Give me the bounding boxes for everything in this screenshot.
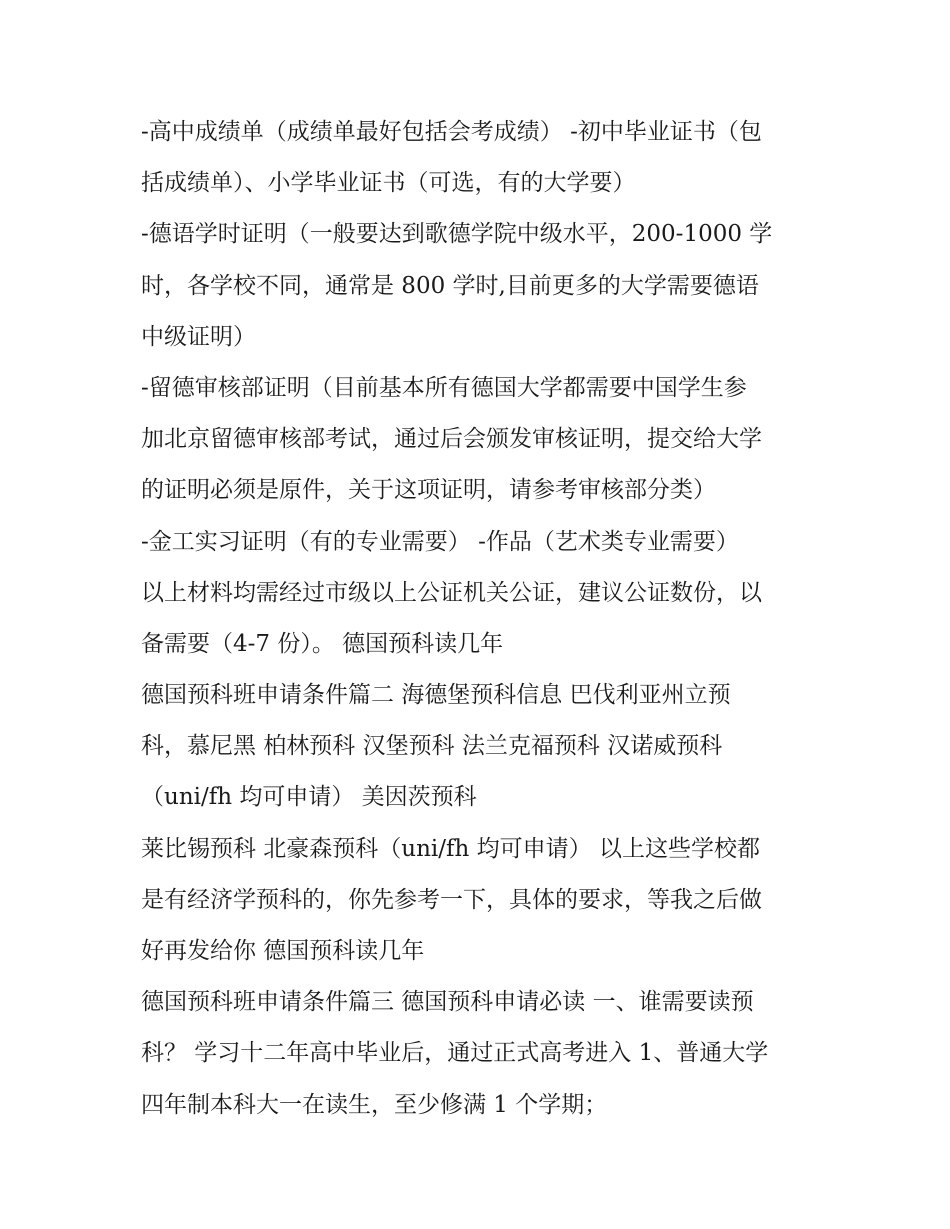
text-line: 的证明必须是原件，关于这项证明，请参考审核部分类） xyxy=(141,477,716,504)
text-line: 莱比锡预科 北豪森预科（uni/fh 均可申请） 以上这些学校都 xyxy=(141,835,760,862)
text-line: 德国预科班申请条件篇三 德国预科申请必读 一、谁需要读预 xyxy=(141,989,754,1016)
text-line: 时，各学校不同，通常是 800 学时,目前更多的大学需要德语 xyxy=(141,272,759,299)
text-line: -金工实习证明（有的专业需要） -作品（艺术类专业需要） xyxy=(141,528,739,555)
text-line: 中级证明） xyxy=(141,323,256,350)
text-line: -高中成绩单（成绩单最好包括会考成绩） -初中毕业证书（包 xyxy=(141,119,762,145)
text-line: -德语学时证明（一般要达到歌德学院中级水平，200-1000 学 xyxy=(141,221,773,248)
text-line: 以上材料均需经过市级以上公证机关公证，建议公证数份，以 xyxy=(141,579,762,606)
text-line: （uni/fh 均可申请） 美因茨预科 xyxy=(141,784,477,811)
text-line: -留德审核部证明（目前基本所有德国大学都需要中国学生参 xyxy=(141,374,747,401)
text-line: 好再发给你 德国预科读几年 xyxy=(141,938,425,964)
text-line: 科，慕尼黑 柏林预科 汉堡预科 法兰克福预科 汉诺威预科 xyxy=(141,733,723,760)
text-line: 加北京留德审核部考试，通过后会颁发审核证明，提交给大学 xyxy=(141,426,762,453)
text-line: 备需要（4-7 份）。 德国预科读几年 xyxy=(141,630,504,657)
text-line: 是有经济学预科的，你先参考一下，具体的要求，等我之后做 xyxy=(141,886,762,913)
document-body xyxy=(141,107,821,1131)
text-line: 括成绩单）、小学毕业证书（可选，有的大学要） xyxy=(141,170,636,197)
text-line: 科？ 学习十二年高中毕业后，通过正式高考进入 1、普通大学 xyxy=(141,1040,769,1067)
text-line: 四年制本科大一在读生，至少修满 1 个学期； xyxy=(141,1091,608,1118)
text-line: 德国预科班申请条件篇二 海德堡预科信息 巴伐利亚州立预 xyxy=(141,682,731,709)
